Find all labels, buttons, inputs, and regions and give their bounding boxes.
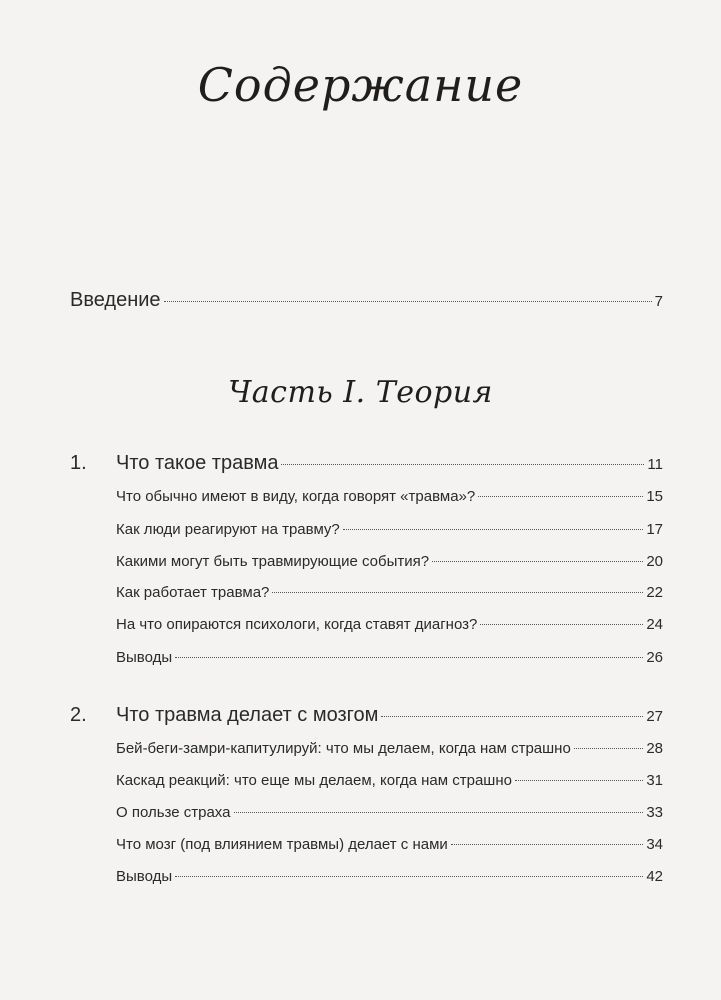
dot-leader xyxy=(175,876,643,877)
dot-leader xyxy=(281,464,644,465)
toc-page-number: 31 xyxy=(646,772,663,789)
section-title: Бей-беги-замри-капитулируй: что мы делаем, когда нам страшно xyxy=(116,740,571,757)
section-title: Какими могут быть травмирующие события? xyxy=(116,553,430,570)
dot-leader xyxy=(480,624,643,625)
toc-entry-intro[interactable] xyxy=(70,289,663,312)
chapter-number: 2. xyxy=(70,704,87,726)
toc-page-number: 17 xyxy=(646,521,663,538)
dot-leader xyxy=(574,748,644,749)
toc-page-number: 11 xyxy=(647,456,663,473)
dot-leader xyxy=(515,780,643,781)
toc-section[interactable] xyxy=(116,488,663,505)
toc-page-number: 20 xyxy=(646,553,663,570)
section-title: На что опираются психологи, когда ставят диагноз? xyxy=(116,616,478,633)
toc-section[interactable] xyxy=(116,584,663,601)
toc-page-number: 27 xyxy=(646,708,663,725)
dot-leader xyxy=(234,812,644,813)
section-title: Что мозг (под влиянием травмы) делает с нами xyxy=(116,836,448,853)
section-title: Выводы xyxy=(116,868,173,885)
toc-section[interactable] xyxy=(116,616,663,633)
dot-leader xyxy=(478,496,643,497)
dot-leader xyxy=(272,592,643,593)
dot-leader xyxy=(432,561,643,562)
toc-page-number: 7 xyxy=(654,293,663,310)
part-title: Часть I. Теория xyxy=(228,375,493,410)
toc-chapter[interactable] xyxy=(70,452,663,475)
toc-section[interactable] xyxy=(116,740,663,757)
toc-page-number: 28 xyxy=(646,740,663,757)
toc-chapter[interactable] xyxy=(70,704,663,727)
chapter-title: Что такое травма xyxy=(116,452,279,474)
dot-leader xyxy=(343,529,644,530)
chapter-title: Что травма делает с мозгом xyxy=(116,704,379,726)
toc-section[interactable] xyxy=(116,521,663,538)
section-title: Выводы xyxy=(116,649,173,666)
section-title: О пользе страха xyxy=(116,804,231,821)
section-title: Каскад реакций: что еще мы делаем, когда нам страшно xyxy=(116,772,512,789)
page-title: Содержание xyxy=(197,58,524,112)
toc-page-number: 22 xyxy=(646,584,663,601)
section-title: Что обычно имеют в виду, когда говорят «травма»? xyxy=(116,488,476,505)
chapter-number: 1. xyxy=(70,452,87,474)
toc-section[interactable] xyxy=(116,836,663,853)
toc-section[interactable] xyxy=(116,804,663,821)
dot-leader xyxy=(175,657,643,658)
toc-page-number: 24 xyxy=(646,616,663,633)
dot-leader xyxy=(451,844,644,845)
toc-section[interactable] xyxy=(116,649,663,666)
toc-page-number: 15 xyxy=(646,488,663,505)
toc-page-number: 34 xyxy=(646,836,663,853)
toc-page-number: 33 xyxy=(646,804,663,821)
toc-entry-label: Введение xyxy=(70,289,161,311)
toc-section[interactable] xyxy=(116,868,663,885)
dot-leader xyxy=(164,301,652,302)
toc-section[interactable] xyxy=(116,553,663,570)
section-title: Как работает травма? xyxy=(116,584,270,601)
toc-page-number: 42 xyxy=(646,868,663,885)
dot-leader xyxy=(381,716,643,717)
section-title: Как люди реагируют на травму? xyxy=(116,521,340,538)
toc-section[interactable] xyxy=(116,772,663,789)
toc-page-number: 26 xyxy=(646,649,663,666)
